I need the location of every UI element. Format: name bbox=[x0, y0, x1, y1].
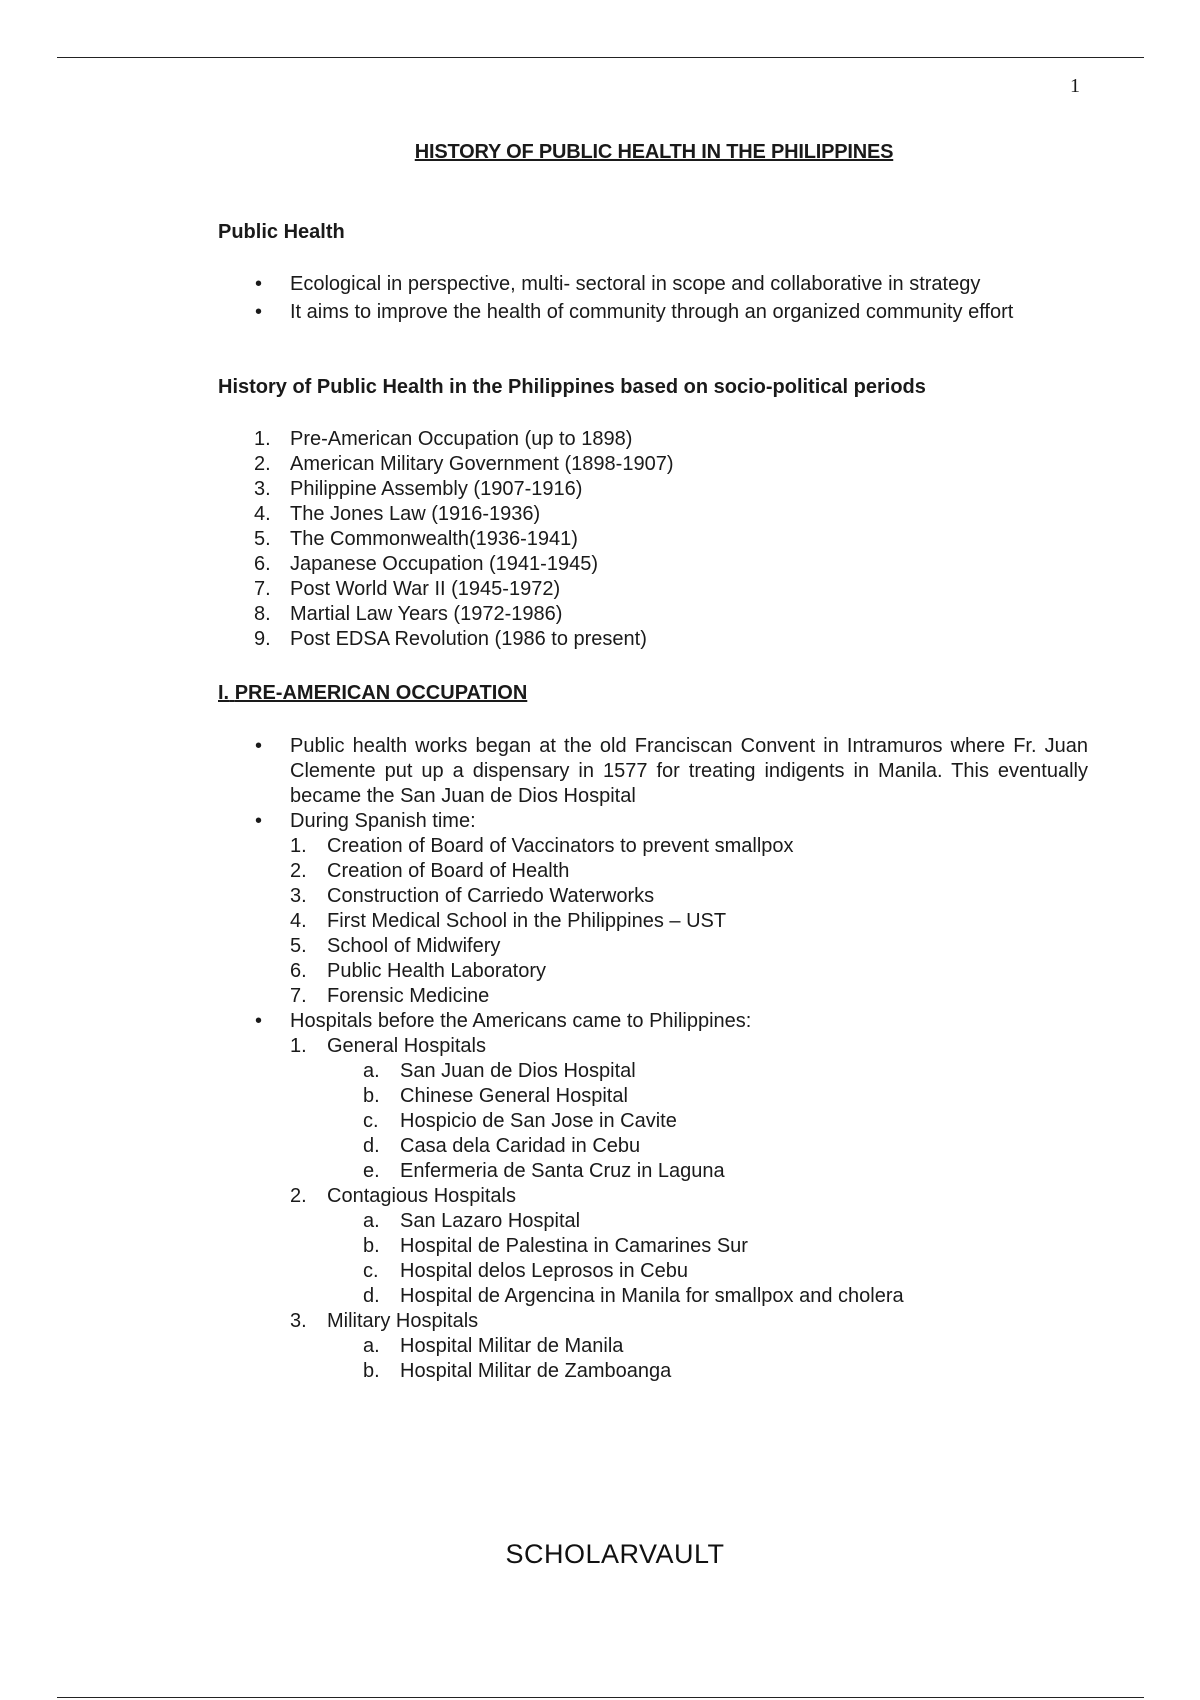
hospital-group-name: Military Hospitals bbox=[327, 1310, 479, 1332]
list-number: 1. bbox=[290, 1035, 307, 1057]
list-number: 1. bbox=[290, 835, 307, 857]
list-text: The Commonwealth(1936-1941) bbox=[290, 528, 578, 550]
list-text: First Medical School in the Philippines – UST bbox=[327, 910, 727, 932]
watermark: SCHOLARVAULT bbox=[505, 1539, 725, 1569]
list-item bbox=[218, 1209, 1088, 1234]
list-number: 2. bbox=[290, 860, 307, 882]
list-number: 7. bbox=[290, 985, 307, 1007]
list-text: San Juan de Dios Hospital bbox=[400, 1060, 636, 1082]
list-text: Chinese General Hospital bbox=[400, 1085, 628, 1107]
list-item bbox=[218, 627, 1088, 652]
list-letter: e. bbox=[363, 1160, 380, 1182]
hospital-group bbox=[218, 1184, 1088, 1209]
list-item bbox=[218, 1334, 1088, 1359]
list-item bbox=[218, 1159, 1088, 1184]
list-item bbox=[218, 1259, 1088, 1284]
list-item bbox=[218, 1359, 1088, 1384]
bullet-icon: • bbox=[255, 301, 263, 323]
list-text: Enfermeria de Santa Cruz in Laguna bbox=[400, 1160, 725, 1182]
list-item bbox=[218, 1109, 1088, 1134]
list-text: Post World War II (1945-1972) bbox=[290, 578, 561, 600]
hospital-group bbox=[218, 1309, 1088, 1334]
list-text: Public Health Laboratory bbox=[327, 960, 547, 982]
list-number: 1. bbox=[254, 428, 271, 450]
list-letter: b. bbox=[363, 1360, 380, 1382]
list-letter: b. bbox=[363, 1085, 380, 1107]
top-rule bbox=[57, 57, 1144, 58]
heading-text: PRE-AMERICAN OCCUPATION bbox=[234, 682, 528, 704]
public-health-bullets bbox=[218, 272, 1088, 325]
hospital-group bbox=[218, 1034, 1088, 1059]
pre-american-heading bbox=[218, 682, 527, 705]
heading-number: I. bbox=[218, 682, 230, 704]
bullet-icon: • bbox=[255, 1010, 263, 1032]
list-item bbox=[218, 934, 1088, 959]
list-text: Construction of Carriedo Waterworks bbox=[327, 885, 655, 907]
bullet-item bbox=[218, 272, 1088, 297]
list-letter: d. bbox=[363, 1135, 380, 1157]
list-text: Philippine Assembly (1907-1916) bbox=[290, 478, 583, 500]
list-letter: c. bbox=[363, 1110, 379, 1132]
list-item bbox=[218, 959, 1088, 984]
public-health-heading: Public Health bbox=[218, 221, 345, 243]
list-item bbox=[218, 984, 1088, 1009]
list-text: Hospital Militar de Manila bbox=[400, 1335, 624, 1357]
list-text: Japanese Occupation (1941-1945) bbox=[290, 553, 598, 575]
list-number: 6. bbox=[254, 553, 271, 575]
list-text: American Military Government (1898-1907) bbox=[290, 453, 674, 475]
bottom-rule bbox=[57, 1697, 1144, 1698]
list-letter: a. bbox=[363, 1335, 380, 1357]
list-item bbox=[218, 1059, 1088, 1084]
list-text: Casa dela Caridad in Cebu bbox=[400, 1135, 641, 1157]
list-letter: d. bbox=[363, 1285, 380, 1307]
bullet-text: Ecological in perspective, multi- sectoral in scope and collaborative in strategy bbox=[290, 273, 981, 295]
list-item bbox=[218, 1284, 1088, 1309]
list-letter: b. bbox=[363, 1235, 380, 1257]
list-text: Hospicio de San Jose in Cavite bbox=[400, 1110, 677, 1132]
list-item bbox=[218, 884, 1088, 909]
bullet-icon: • bbox=[255, 273, 263, 295]
list-number: 3. bbox=[290, 1310, 307, 1332]
bullet-item bbox=[218, 1009, 1088, 1034]
list-item bbox=[218, 1234, 1088, 1259]
list-letter: c. bbox=[363, 1260, 379, 1282]
list-item bbox=[218, 527, 1088, 552]
list-text: Hospital de Argencina in Manila for smallpox and cholera bbox=[400, 1285, 904, 1307]
list-number: 2. bbox=[290, 1185, 307, 1207]
bullet-text: During Spanish time: bbox=[290, 810, 476, 832]
list-number: 7. bbox=[254, 578, 271, 600]
bullet-item bbox=[218, 809, 1088, 834]
list-letter: a. bbox=[363, 1210, 380, 1232]
bullet-item bbox=[218, 300, 1088, 325]
bullet-icon: • bbox=[255, 810, 263, 832]
list-item bbox=[218, 552, 1088, 577]
list-item bbox=[218, 834, 1088, 859]
list-text: Martial Law Years (1972-1986) bbox=[290, 603, 563, 625]
periods-list bbox=[218, 427, 1088, 652]
bullet-text: Hospitals before the Americans came to Philippines: bbox=[290, 1010, 752, 1032]
hospital-group-name: General Hospitals bbox=[327, 1035, 486, 1057]
list-item bbox=[218, 859, 1088, 884]
list-number: 3. bbox=[254, 478, 271, 500]
pre-american-body bbox=[218, 734, 1088, 1384]
bullet-text: It aims to improve the health of community through an organized community effort bbox=[290, 301, 1014, 323]
list-item bbox=[218, 577, 1088, 602]
list-text: Pre-American Occupation (up to 1898) bbox=[290, 428, 633, 450]
list-text: Hospital delos Leprosos in Cebu bbox=[400, 1260, 688, 1282]
list-number: 6. bbox=[290, 960, 307, 982]
list-number: 4. bbox=[254, 503, 271, 525]
list-number: 5. bbox=[254, 528, 271, 550]
list-item bbox=[218, 1134, 1088, 1159]
list-letter: a. bbox=[363, 1060, 380, 1082]
list-text: Hospital Militar de Zamboanga bbox=[400, 1360, 672, 1382]
list-text: Post EDSA Revolution (1986 to present) bbox=[290, 628, 647, 650]
list-text: The Jones Law (1916-1936) bbox=[290, 503, 541, 525]
list-number: 5. bbox=[290, 935, 307, 957]
list-text: Hospital de Palestina in Camarines Sur bbox=[400, 1235, 748, 1257]
list-number: 4. bbox=[290, 910, 307, 932]
list-text: Creation of Board of Vaccinators to prevent smallpox bbox=[327, 835, 794, 857]
list-number: 9. bbox=[254, 628, 271, 650]
list-number: 8. bbox=[254, 603, 271, 625]
list-item bbox=[218, 452, 1088, 477]
list-item bbox=[218, 602, 1088, 627]
list-text: Creation of Board of Health bbox=[327, 860, 570, 882]
page-number: 1 bbox=[1070, 75, 1080, 97]
bullet-item bbox=[218, 734, 1088, 809]
bullet-icon: • bbox=[255, 735, 263, 757]
list-text: School of Midwifery bbox=[327, 935, 501, 957]
list-item bbox=[218, 1084, 1088, 1109]
list-text: Forensic Medicine bbox=[327, 985, 490, 1007]
list-text: San Lazaro Hospital bbox=[400, 1210, 581, 1232]
periods-heading: History of Public Health in the Philippines based on socio-political periods bbox=[218, 376, 926, 398]
document-title: HISTORY OF PUBLIC HEALTH IN THE PHILIPPINES bbox=[414, 141, 894, 163]
hospital-group-name: Contagious Hospitals bbox=[327, 1185, 516, 1207]
list-number: 3. bbox=[290, 885, 307, 907]
list-number: 2. bbox=[254, 453, 271, 475]
list-item bbox=[218, 909, 1088, 934]
list-item bbox=[218, 477, 1088, 502]
list-item bbox=[218, 502, 1088, 527]
bullet-text: Public health works began at the old Franciscan Convent in Intramuros where Fr. Juan Clemente put up a dispensary in 1577 for treating indigents in Manila. This eventually became the San Juan de Dios Hospital bbox=[290, 735, 1088, 807]
list-item bbox=[218, 427, 1088, 452]
